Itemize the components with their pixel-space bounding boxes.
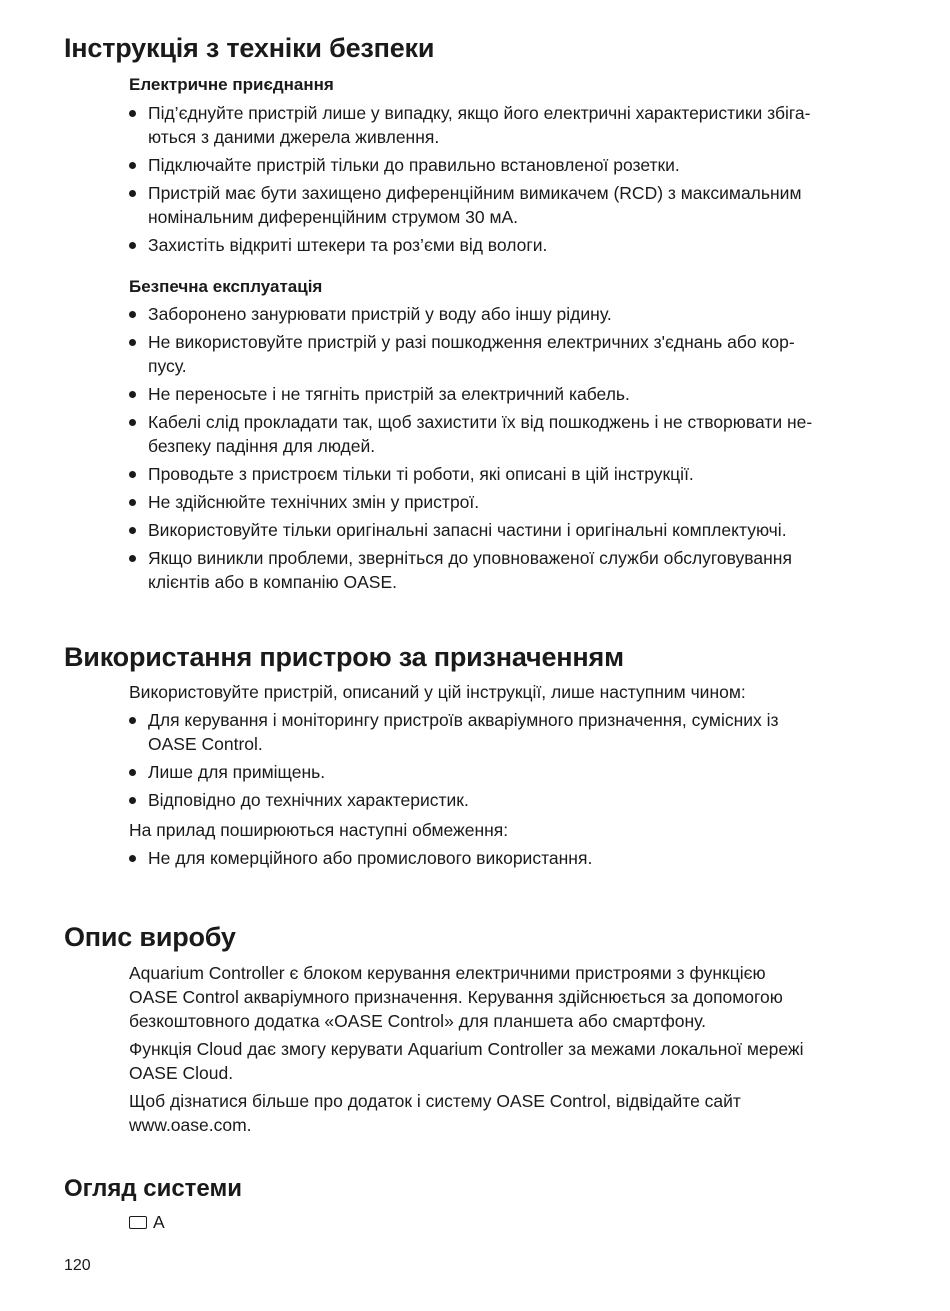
intended-use-intro: Використовуйте пристрій, описаний у цій інструкції, лише наступним чином: bbox=[129, 682, 746, 702]
bullet-icon bbox=[129, 110, 136, 117]
list-item bbox=[129, 490, 889, 514]
list-item-line: Підключайте пристрій тільки до правильно встановленої розетки. bbox=[148, 155, 680, 175]
bullet-icon bbox=[129, 527, 136, 534]
paragraph bbox=[129, 961, 889, 1033]
list-item-line: OASE Control. bbox=[148, 734, 263, 754]
bullet-icon bbox=[129, 190, 136, 197]
bullet-icon bbox=[129, 855, 136, 862]
figure-label: A bbox=[153, 1212, 165, 1232]
paragraph-line: OASE Cloud. bbox=[129, 1063, 234, 1083]
list-item bbox=[129, 410, 889, 458]
list-item-line: Заборонено занурювати пристрій у воду або іншу рідину. bbox=[148, 304, 612, 324]
list-item bbox=[129, 101, 889, 149]
bullet-icon bbox=[129, 391, 136, 398]
list-item-line: Якщо виникли проблеми, зверніться до уповноваженої служби обслуговування bbox=[148, 548, 792, 568]
list-item-line: Не використовуйте пристрій у разі пошкодження електричних з'єднань або кор- bbox=[148, 332, 795, 352]
bullet-icon bbox=[129, 311, 136, 318]
bullet-icon bbox=[129, 769, 136, 776]
paragraph-line: Aquarium Controller є блоком керування електричними пристроями з функцією bbox=[129, 963, 766, 983]
list-item bbox=[129, 708, 889, 756]
list-item-line: Відповідно до технічних характеристик. bbox=[148, 790, 469, 810]
list-item-line: номінальним диференційним струмом 30 мА. bbox=[148, 207, 519, 227]
page-number: 120 bbox=[64, 1257, 91, 1274]
list-item-line: Для керування і моніторингу пристроїв акваріумного призначення, сумісних із bbox=[148, 710, 779, 730]
list-item bbox=[129, 181, 889, 229]
list-item-line: ються з даними джерела живлення. bbox=[148, 127, 440, 147]
restrictions-list bbox=[129, 846, 889, 870]
paragraph-line: Функція Cloud дає змогу керувати Aquarium Controller за межами локальної мережі bbox=[129, 1039, 804, 1059]
electrical-list bbox=[129, 101, 889, 257]
list-item-line: Пристрій має бути захищено диференційним вимикачем (RCD) з максимальним bbox=[148, 183, 802, 203]
bullet-icon bbox=[129, 499, 136, 506]
list-item bbox=[129, 382, 889, 406]
list-item bbox=[129, 760, 889, 784]
product-title: Опис виробу bbox=[64, 922, 236, 952]
list-item bbox=[129, 788, 889, 812]
intended-use-block bbox=[129, 680, 889, 874]
list-item bbox=[129, 330, 889, 378]
paragraph bbox=[129, 1089, 889, 1137]
electrical-heading: Електричне приєднання bbox=[129, 75, 334, 94]
list-item bbox=[129, 233, 889, 257]
list-item-line: Не для комерційного або промислового використання. bbox=[148, 848, 593, 868]
bullet-icon bbox=[129, 555, 136, 562]
operation-heading: Безпечна експлуатація bbox=[129, 277, 323, 296]
list-item-line: Захистіть відкриті штекери та роз’єми від вологи. bbox=[148, 235, 548, 255]
list-item bbox=[129, 462, 889, 486]
list-item-line: Не переносьте і не тягніть пристрій за електричний кабель. bbox=[148, 384, 630, 404]
list-item bbox=[129, 546, 889, 594]
safety-title: Інструкція з техніки безпеки bbox=[64, 33, 435, 63]
list-item-line: Під’єднуйте пристрій лише у випадку, якщо його електричні характеристики збіга- bbox=[148, 103, 811, 123]
electrical-list-container bbox=[129, 101, 889, 261]
bullet-icon bbox=[129, 242, 136, 249]
list-item-line: клієнтів або в компанію OASE. bbox=[148, 572, 397, 592]
overview-title: Огляд системи bbox=[64, 1175, 242, 1202]
list-item-line: безпеку падіння для людей. bbox=[148, 436, 376, 456]
intended-use-title: Використання пристрою за призначенням bbox=[64, 642, 624, 672]
list-item-line: Лише для приміщень. bbox=[148, 762, 326, 782]
list-item bbox=[129, 518, 889, 542]
restrictions-intro: На прилад поширюються наступні обмеження: bbox=[129, 820, 509, 840]
bullet-icon bbox=[129, 339, 136, 346]
list-item bbox=[129, 846, 889, 870]
list-item-line: Кабелі слід прокладати так, щоб захистити їх від пошкоджень і не створювати не- bbox=[148, 412, 813, 432]
list-item-line: Проводьте з пристроєм тільки ті роботи, які описані в цій інструкції. bbox=[148, 464, 694, 484]
paragraph bbox=[129, 1037, 889, 1085]
bullet-icon bbox=[129, 471, 136, 478]
operation-list bbox=[129, 302, 889, 594]
list-item bbox=[129, 153, 889, 177]
list-item bbox=[129, 302, 889, 326]
paragraph-line: www.oase.com. bbox=[129, 1115, 252, 1135]
intended-use-list bbox=[129, 708, 889, 812]
paragraph-line: безкоштовного додатка «OASE Control» для планшета або смартфону. bbox=[129, 1011, 706, 1031]
product-paragraphs bbox=[129, 961, 889, 1141]
operation-list-container bbox=[129, 302, 889, 598]
paragraph-line: Щоб дізнатися більше про додаток і систему OASE Control, відвідайте сайт bbox=[129, 1091, 741, 1111]
bullet-icon bbox=[129, 717, 136, 724]
book-icon bbox=[129, 1216, 147, 1229]
list-item-line: Використовуйте тільки оригінальні запасні частини і оригінальні комплектуючі. bbox=[148, 520, 787, 540]
list-item-line: пусу. bbox=[148, 356, 187, 376]
paragraph-line: OASE Control акваріумного призначення. Керування здійснюється за допомогою bbox=[129, 987, 783, 1007]
list-item-line: Не здійснюйте технічних змін у пристрої. bbox=[148, 492, 480, 512]
bullet-icon bbox=[129, 797, 136, 804]
figure-reference bbox=[129, 1210, 165, 1234]
bullet-icon bbox=[129, 419, 136, 426]
bullet-icon bbox=[129, 162, 136, 169]
